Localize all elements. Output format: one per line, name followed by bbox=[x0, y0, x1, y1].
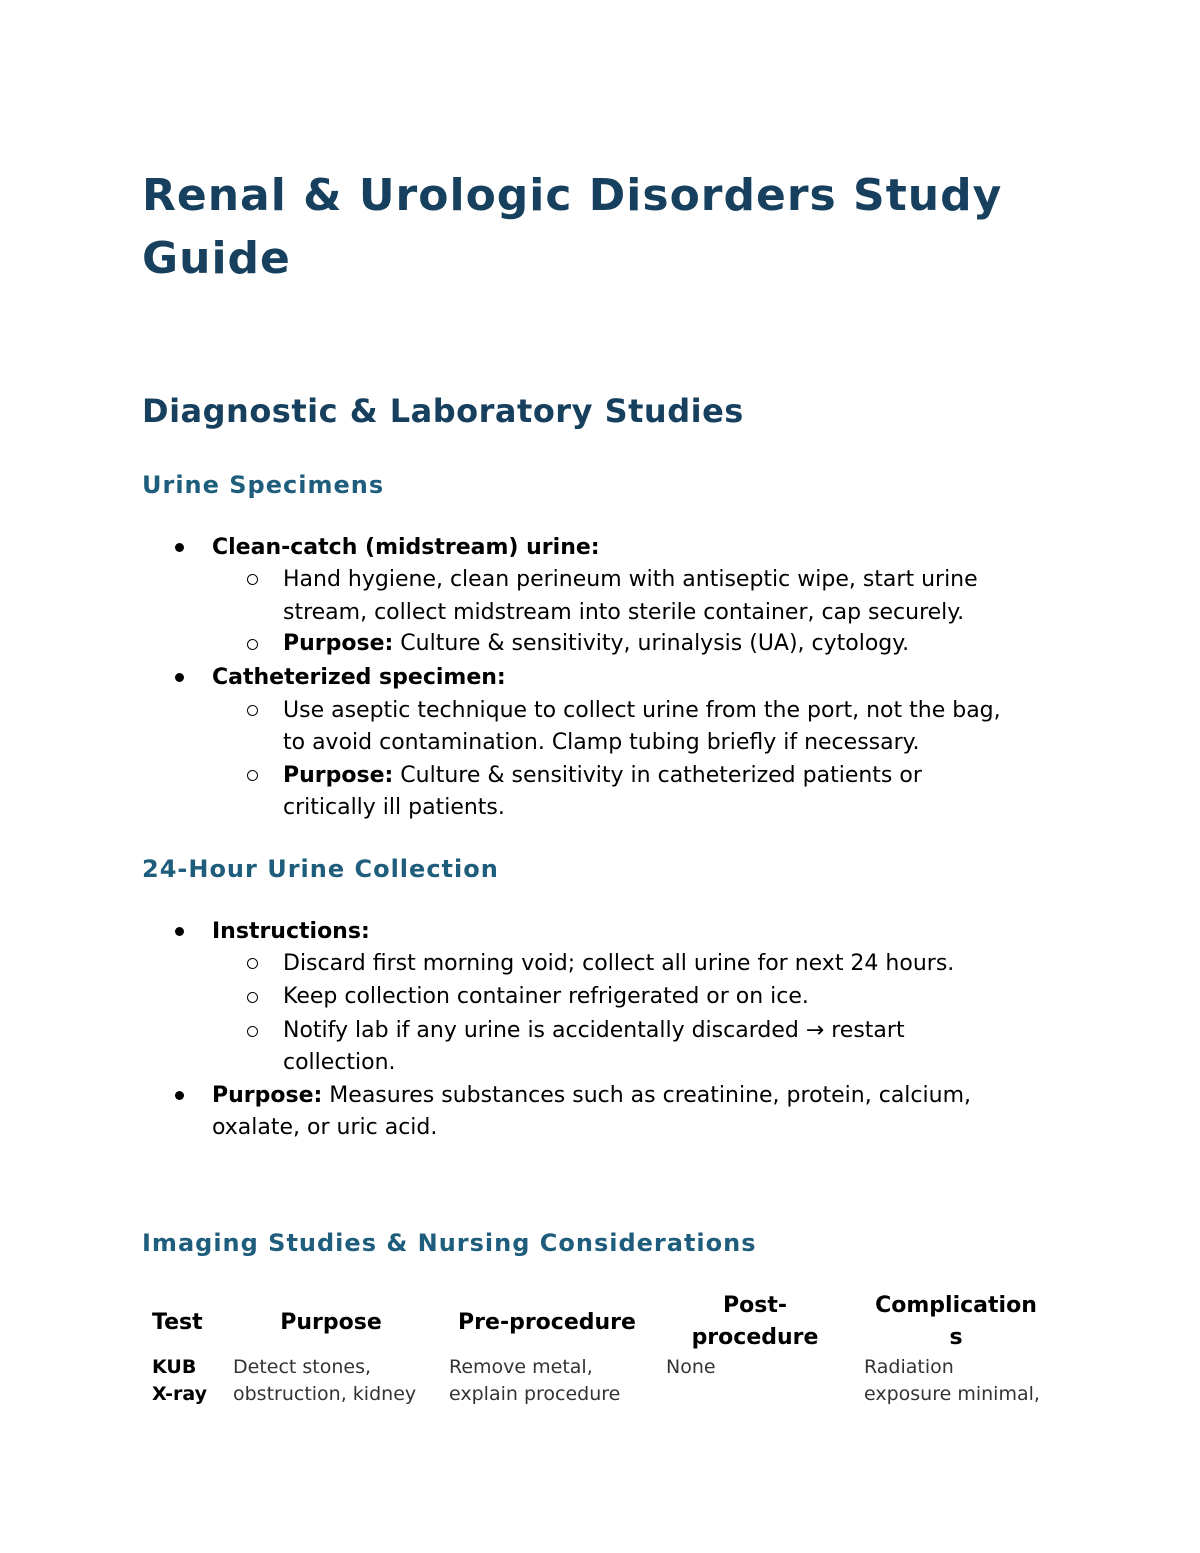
sub-bullet-icon bbox=[247, 958, 259, 970]
sub-bullet-icon bbox=[247, 992, 259, 1004]
catheterized-step-line-2: to avoid contamination. Clamp tubing briefly if necessary. bbox=[283, 730, 920, 755]
bullet-icon bbox=[172, 927, 186, 941]
sub-bullet-icon bbox=[247, 705, 259, 717]
table-cell-complications: Radiation exposure minimal, bbox=[864, 1356, 1040, 1405]
clean-catch-step-line-1: Hand hygiene, clean perineum with antiseptic wipe, start urine bbox=[283, 567, 978, 592]
table-cell-test: KUB X-ray bbox=[152, 1356, 207, 1405]
table-header-complications: Complication s bbox=[875, 1293, 1037, 1350]
bullet-icon bbox=[172, 673, 186, 687]
table-cell-pre-procedure: Remove metal, explain procedure bbox=[449, 1356, 621, 1405]
table-header-pre-procedure: Pre-procedure bbox=[458, 1310, 636, 1335]
bullet-icon bbox=[172, 1091, 186, 1105]
table-cell-purpose: Detect stones, obstruction, kidney bbox=[233, 1356, 417, 1405]
imaging-heading: Imaging Studies & Nursing Considerations bbox=[142, 1229, 757, 1257]
clean-catch-purpose: Purpose: Culture & sensitivity, urinalysis (UA), cytology. bbox=[283, 631, 910, 656]
section-heading: Diagnostic & Laboratory Studies bbox=[142, 392, 744, 430]
clean-catch-label: Clean-catch (midstream) urine: bbox=[212, 535, 600, 560]
urine-24h-purpose-line-1: Purpose: Measures substances such as creatinine, protein, calcium, bbox=[212, 1083, 971, 1108]
page-title-line-1: Renal & Urologic Disorders Study bbox=[142, 170, 1003, 221]
table-cell-post-procedure: None bbox=[666, 1356, 716, 1378]
sub-bullet-icon bbox=[247, 574, 259, 586]
instructions-label: Instructions: bbox=[212, 919, 370, 944]
urine-24h-heading: 24-Hour Urine Collection bbox=[142, 855, 499, 883]
catheterized-purpose-line-1: Purpose: Culture & sensitivity in catheterized patients or bbox=[283, 763, 922, 788]
sub-bullet-icon bbox=[247, 639, 259, 651]
instruction-3-line-2: collection. bbox=[283, 1050, 396, 1075]
sub-bullet-icon bbox=[247, 1026, 259, 1038]
urine-24h-purpose-line-2: oxalate, or uric acid. bbox=[212, 1115, 438, 1140]
instruction-3-line-1: Notify lab if any urine is accidentally discarded → restart bbox=[283, 1018, 905, 1043]
urine-specimens-heading: Urine Specimens bbox=[142, 471, 385, 499]
clean-catch-step-line-2: stream, collect midstream into sterile container, cap securely. bbox=[283, 600, 965, 625]
table-header-purpose: Purpose bbox=[280, 1310, 382, 1335]
table-header-post-procedure: Post- procedure bbox=[691, 1293, 819, 1350]
page-title-line-2: Guide bbox=[142, 233, 291, 284]
instruction-1: Discard first morning void; collect all urine for next 24 hours. bbox=[283, 951, 955, 976]
instruction-2: Keep collection container refrigerated or on ice. bbox=[283, 984, 809, 1009]
catheterized-step-line-1: Use aseptic technique to collect urine from the port, not the bag, bbox=[283, 698, 1001, 723]
table-header-test: Test bbox=[152, 1310, 203, 1335]
sub-bullet-icon bbox=[247, 770, 259, 782]
catheterized-label: Catheterized specimen: bbox=[212, 665, 506, 690]
bullet-icon bbox=[172, 543, 186, 557]
catheterized-purpose-line-2: critically ill patients. bbox=[283, 795, 505, 820]
